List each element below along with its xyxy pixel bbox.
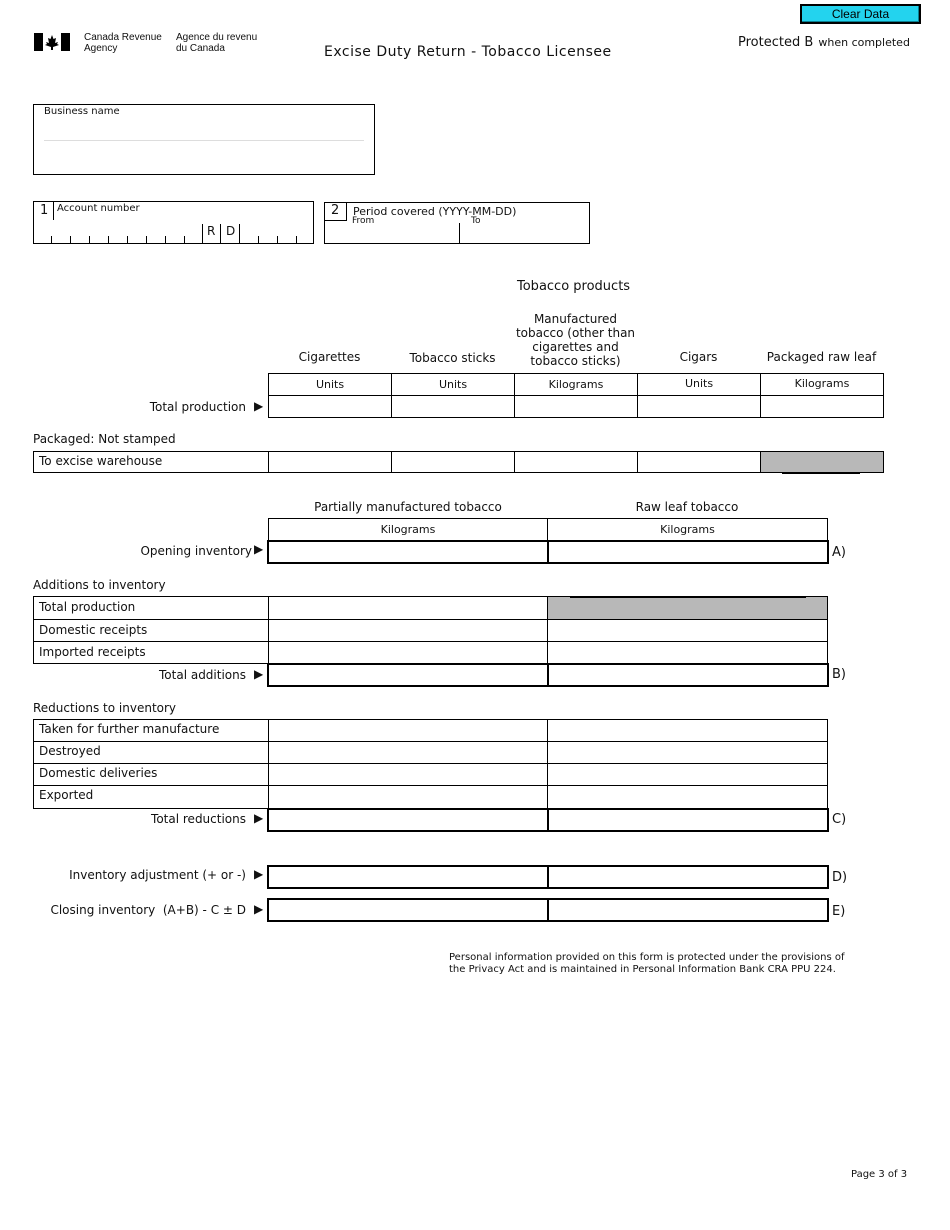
arrow-icon: ▶ <box>254 399 264 413</box>
unit-tobacco-sticks: Units <box>391 373 515 396</box>
reductions-further-manufacture-label: Taken for further manufacture <box>39 722 220 736</box>
total-production-tobacco-sticks[interactable] <box>391 395 515 418</box>
additions-row-label-cell <box>33 596 269 620</box>
total-production-cigarettes[interactable] <box>268 395 392 418</box>
period-to-label: To <box>471 216 481 226</box>
clear-data-button[interactable]: Clear Data <box>800 4 921 24</box>
arrow-icon: ▶ <box>254 867 264 881</box>
account-r-label: R <box>207 224 216 238</box>
reductions-row-label-cell <box>33 719 269 742</box>
closing-inventory-raw-leaf[interactable] <box>547 898 829 922</box>
total-additions-partially-manufactured[interactable] <box>267 663 549 687</box>
unit-manufactured-tobacco: Kilograms <box>514 373 638 396</box>
inventory-adjustment-label: Inventory adjustment (+ or -) <box>69 868 246 882</box>
col-partially-manufactured-heading: Partially manufactured tobacco <box>314 500 502 514</box>
period-from-input[interactable] <box>327 227 455 243</box>
additions-total-production-raw-leaf-disabled <box>547 596 828 620</box>
reductions-destroyed-label: Destroyed <box>39 744 101 758</box>
page-title: Excise Duty Return - Tobacco Licensee <box>324 44 612 60</box>
opening-inventory-label: Opening inventory <box>140 544 252 558</box>
reductions-row-label-cell <box>33 785 269 809</box>
account-number-input[interactable] <box>36 222 200 236</box>
inventory-adjustment-raw-leaf[interactable] <box>547 865 829 889</box>
reductions-domestic-deliveries-partially[interactable] <box>268 763 548 786</box>
additions-row-label-cell <box>33 619 269 642</box>
arrow-icon: ▶ <box>254 542 264 556</box>
excise-warehouse-cigars[interactable] <box>637 451 761 473</box>
total-production-manufactured-tobacco[interactable] <box>514 395 638 418</box>
agency-name-fr: Agence du revenu du Canada <box>176 32 258 54</box>
tobacco-products-heading: Tobacco products <box>517 279 631 294</box>
additions-domestic-receipts-label: Domestic receipts <box>39 623 148 637</box>
total-reductions-label: Total reductions <box>151 812 246 826</box>
canada-flag-icon <box>34 33 70 51</box>
additions-imported-receipts-label: Imported receipts <box>39 645 146 659</box>
period-label: Period covered (YYYY-MM-DD) <box>353 205 517 218</box>
reductions-exported-raw-leaf[interactable] <box>547 785 828 809</box>
reductions-domestic-deliveries-raw-leaf[interactable] <box>547 763 828 786</box>
to-excise-warehouse-label: To excise warehouse <box>39 454 163 468</box>
to-excise-warehouse-label-cell <box>33 451 269 473</box>
account-number-label: Account number <box>57 203 140 214</box>
period-badge: 2 <box>331 203 340 218</box>
col-cigars-heading: Cigars <box>679 350 718 364</box>
unit-partially-manufactured: Kilograms <box>268 518 548 541</box>
reductions-domestic-deliveries-label: Domestic deliveries <box>39 766 158 780</box>
reductions-row-label-cell <box>33 763 269 786</box>
col-raw-leaf-tobacco-heading: Raw leaf tobacco <box>635 500 739 514</box>
reductions-exported-label: Exported <box>39 788 94 802</box>
mark-b: B) <box>832 667 846 682</box>
protected-label: Protected B when completed <box>738 35 910 50</box>
total-additions-label: Total additions <box>159 668 246 682</box>
reductions-further-manufacture-raw-leaf[interactable] <box>547 719 828 742</box>
excise-warehouse-tobacco-sticks[interactable] <box>391 451 515 473</box>
total-additions-raw-leaf[interactable] <box>547 663 829 687</box>
closing-inventory-label: Closing inventory (A+B) - C ± D <box>50 903 246 917</box>
additions-row-label-cell <box>33 641 269 664</box>
unit-packaged-raw-leaf: Kilograms <box>760 373 884 396</box>
excise-warehouse-manufactured-tobacco[interactable] <box>514 451 638 473</box>
inventory-adjustment-partially-manufactured[interactable] <box>267 865 549 889</box>
unit-cigars: Units <box>637 373 761 396</box>
additions-domestic-receipts-raw-leaf[interactable] <box>547 619 828 642</box>
period-to-input[interactable] <box>462 227 588 243</box>
business-name-input[interactable] <box>42 121 366 139</box>
mark-a: A) <box>832 545 846 560</box>
additions-imported-receipts-raw-leaf[interactable] <box>547 641 828 664</box>
mark-c: C) <box>832 812 847 827</box>
col-tobacco-sticks-heading: Tobacco sticks <box>409 351 496 365</box>
col-packaged-raw-leaf-heading: Packaged raw leaf <box>766 350 877 364</box>
excise-warehouse-cigarettes[interactable] <box>268 451 392 473</box>
reductions-destroyed-raw-leaf[interactable] <box>547 741 828 764</box>
mark-d: D) <box>832 870 848 885</box>
opening-inventory-partially-manufactured[interactable] <box>267 540 549 564</box>
reductions-heading: Reductions to inventory <box>33 701 177 715</box>
total-production-packaged-raw-leaf[interactable] <box>760 395 884 418</box>
unit-cigarettes: Units <box>268 373 392 396</box>
total-production-cigars[interactable] <box>637 395 761 418</box>
reductions-row-label-cell <box>33 741 269 764</box>
packaged-not-stamped-heading: Packaged: Not stamped <box>33 432 176 446</box>
business-name-label: Business name <box>44 106 120 117</box>
total-reductions-raw-leaf[interactable] <box>547 808 829 832</box>
unit-raw-leaf-tobacco: Kilograms <box>547 518 828 541</box>
privacy-notice: Personal information provided on this form is protected under the provisions of the Privacy Act and is maintained in Personal Information Bank CRA PPU 224. <box>449 952 845 975</box>
period-from-label: From <box>352 216 375 226</box>
reductions-exported-partially[interactable] <box>268 785 548 809</box>
account-number-badge: 1 <box>40 203 49 218</box>
agency-name-en: Canada Revenue Agency <box>84 32 162 54</box>
col-manufactured-tobacco-heading: Manufactured tobacco (other than cigarettes and tobacco sticks) <box>515 312 636 368</box>
arrow-icon: ▶ <box>254 902 264 916</box>
business-name-box <box>33 104 375 175</box>
total-production-label: Total production <box>149 400 246 414</box>
additions-total-production-label: Total production <box>39 600 136 614</box>
account-d-label: D <box>226 224 236 238</box>
page-number: Page 3 of 3 <box>851 1169 908 1180</box>
closing-inventory-partially-manufactured[interactable] <box>267 898 549 922</box>
reductions-destroyed-partially[interactable] <box>268 741 548 764</box>
period-covered-box <box>324 202 590 244</box>
arrow-icon: ▶ <box>254 667 264 681</box>
excise-warehouse-packaged-raw-leaf-disabled <box>760 451 884 473</box>
col-cigarettes-heading: Cigarettes <box>298 350 361 364</box>
reductions-further-manufacture-partially[interactable] <box>268 719 548 742</box>
account-number-box <box>33 201 314 244</box>
additions-domestic-receipts-partially[interactable] <box>268 619 548 642</box>
arrow-icon: ▶ <box>254 811 264 825</box>
total-reductions-partially-manufactured[interactable] <box>267 808 549 832</box>
additions-imported-receipts-partially[interactable] <box>268 641 548 664</box>
mark-e: E) <box>832 904 846 919</box>
additions-heading: Additions to inventory <box>33 578 166 592</box>
additions-total-production-partially[interactable] <box>268 596 548 620</box>
opening-inventory-raw-leaf[interactable] <box>547 540 829 564</box>
